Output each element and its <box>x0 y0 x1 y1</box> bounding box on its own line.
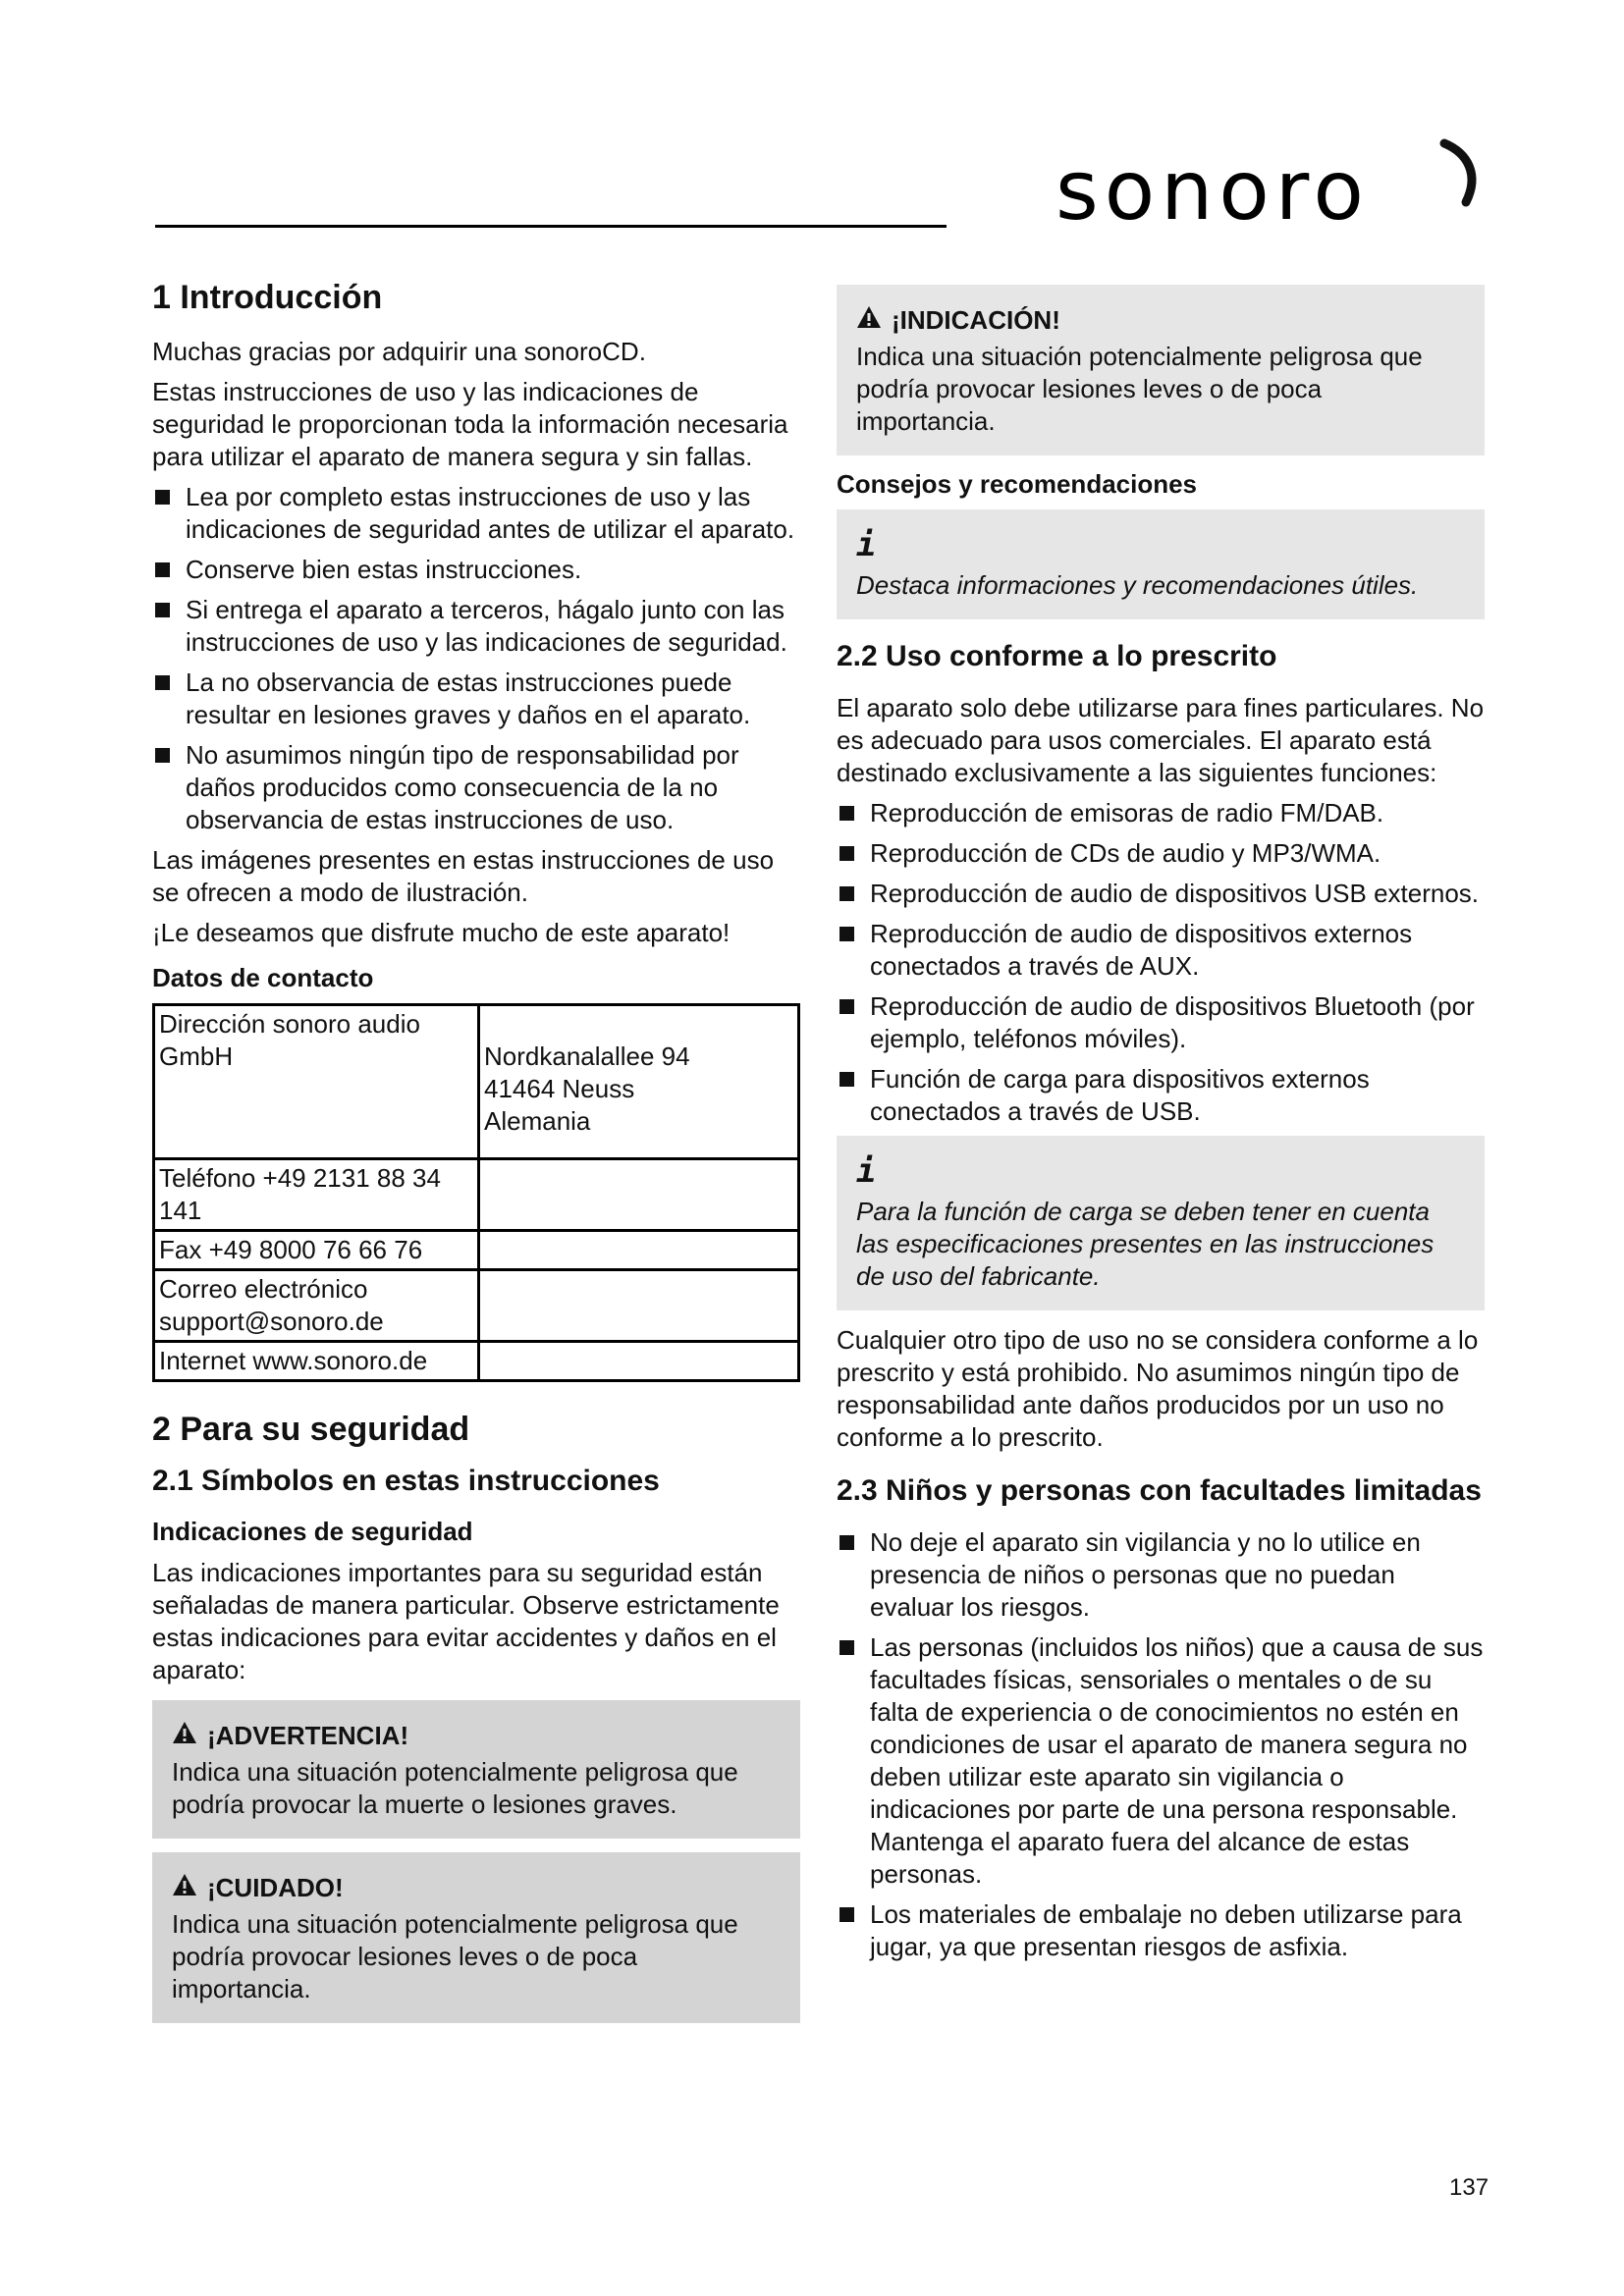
fax-cell: Fax +49 8000 76 66 76 <box>154 1230 479 1269</box>
misuse-text: Cualquier otro tipo de uso no se considera conforme a lo prescrito y está prohibido. No asumimos ningún tipo de responsabilidad ante daños producidos por un uso no conforme a lo prescrito. <box>837 1325 1479 1453</box>
list-item: La no observancia de estas instrucciones puede resultar en lesiones graves y daños en el aparato. <box>152 667 800 731</box>
intro-p3: Las imágenes presentes en estas instrucciones de uso se ofrecen a modo de ilustración. <box>152 844 775 907</box>
info-icon: i <box>856 1151 877 1192</box>
list-item: Reproducción de audio de dispositivos Bluetooth (por ejemplo, teléfonos móviles). <box>837 990 1485 1055</box>
intro-bullets <box>152 481 800 836</box>
list-item: Conserve bien estas instrucciones. <box>152 554 800 586</box>
tips-text: Destaca informaciones y recomendaciones útiles. <box>856 570 1419 601</box>
charge-info-box <box>837 1136 1485 1310</box>
list-item: Reproducción de audio de dispositivos externos conectados a través de AUX. <box>837 918 1485 983</box>
caution-title: ¡CUIDADO! <box>207 1872 344 1902</box>
header-rule <box>155 225 947 228</box>
left-column <box>152 278 800 2037</box>
phone-cell: Teléfono +49 2131 88 34 141 <box>154 1158 479 1230</box>
caution-text: Indica una situación potencialmente peligrosa que podría provocar lesiones leves o de poca importancia. <box>172 1908 738 2003</box>
list-item: Reproducción de audio de dispositivos USB externos. <box>837 878 1485 910</box>
children-bullets <box>837 1526 1485 1963</box>
info-icon: i <box>856 525 877 565</box>
contact-heading: Datos de contacto <box>152 962 374 992</box>
list-item: No asumimos ningún tipo de responsabilidad por daños producidos como consecuencia de la no observancia de estas instrucciones de uso. <box>152 739 800 836</box>
list-item: Las personas (incluidos los niños) que a causa de sus facultades físicas, sensoriales o mentales o de su falta de experiencia o de conocimientos no estén en condiciones de usar el aparato de manera segura no deben utilizar este aparato sin vigilancia o indicaciones por parte de una persona responsable. Mantenga el aparato fuera del alcance de estas personas. <box>837 1631 1485 1891</box>
email-cell[interactable]: Correo electrónico support@sonoro.de <box>154 1269 479 1341</box>
notice-box <box>837 285 1485 455</box>
tips-heading: Consejos y recomendaciones <box>837 469 1198 499</box>
list-item: Si entrega el aparato a terceros, hágalo junto con las instrucciones de uso y las indicaciones de seguridad. <box>152 594 800 659</box>
symbols-heading: 2.1 Símbolos en estas instrucciones <box>152 1464 660 1497</box>
notice-title: ¡INDICACIÓN! <box>892 305 1060 335</box>
internet-cell[interactable]: Internet www.sonoro.de <box>154 1341 479 1380</box>
page-number: 137 <box>1449 2174 1489 2201</box>
notice-text: Indica una situación potencialmente peligrosa que podría provocar lesiones leves o de poca importancia. <box>856 342 1423 436</box>
charge-info-text: Para la función de carga se deben tener en cuenta las especificaciones presentes en las instrucciones de uso del fabricante. <box>856 1197 1435 1292</box>
warning-text: Indica una situación potencialmente peligrosa que podría provocar la muerte o lesiones graves. <box>172 1756 738 1819</box>
table-row <box>154 1341 799 1380</box>
warning-title: ¡ADVERTENCIA! <box>207 1720 409 1750</box>
safety-heading: 2 Para su seguridad <box>152 1410 470 1448</box>
table-row <box>154 1230 799 1269</box>
table-row <box>154 1158 799 1230</box>
list-item: Los materiales de embalaje no deben utilizarse para jugar, ya que presentan riesgos de asfixia. <box>837 1898 1485 1963</box>
intro-p2: Estas instrucciones de uso y las indicaciones de seguridad le proporcionan toda la información necesaria para utilizar el aparato de manera segura y sin fallas. <box>152 376 788 471</box>
warning-triangle-icon <box>172 1872 197 1904</box>
warning-triangle-icon <box>172 1720 197 1752</box>
intro-heading: 1 Introducción <box>152 279 383 316</box>
list-item: No deje el aparato sin vigilancia y no lo utilice en presencia de niños o personas que no puedan evaluar los riesgos. <box>837 1526 1485 1624</box>
table-row <box>154 1004 799 1158</box>
use-text: El aparato solo debe utilizarse para fines particulares. No es adecuado para usos comerciales. El aparato está destinado exclusivamente a las siguientes funciones: <box>837 693 1485 788</box>
use-heading: 2.2 Uso conforme a lo prescrito <box>837 640 1277 673</box>
use-bullets <box>837 797 1485 1128</box>
warning-box <box>152 1700 800 1839</box>
logo-text: sonoro <box>1056 142 1370 234</box>
warning-triangle-icon <box>856 304 882 337</box>
indications-heading: Indicaciones de seguridad <box>152 1516 473 1546</box>
contact-table <box>152 1003 800 1382</box>
list-item: Lea por completo estas instrucciones de uso y las indicaciones de seguridad antes de utilizar el aparato. <box>152 481 800 546</box>
tips-box <box>837 509 1485 619</box>
intro-p4: ¡Le deseamos que disfrute mucho de este aparato! <box>152 917 731 947</box>
right-column <box>837 285 1485 1971</box>
indications-text: Las indicaciones importantes para su seguridad están señaladas de manera particular. Observe estrictamente estas indicaciones para evitar accidentes y daños en el aparato: <box>152 1557 780 1684</box>
caution-box <box>152 1852 800 2023</box>
children-heading: 2.3 Niños y personas con facultades limitadas <box>837 1474 1482 1508</box>
table-row <box>154 1269 799 1341</box>
address-lines-cell: Nordkanalallee 94 41464 Neuss Alemania <box>479 1004 799 1158</box>
sonoro-logo <box>1056 126 1488 234</box>
list-item: Reproducción de emisoras de radio FM/DAB. <box>837 797 1485 829</box>
list-item: Función de carga para dispositivos externos conectados a través de USB. <box>837 1063 1485 1128</box>
list-item: Reproducción de CDs de audio y MP3/WMA. <box>837 837 1485 870</box>
address-cell: Dirección sonoro audio GmbH <box>154 1004 479 1158</box>
intro-p1: Muchas gracias por adquirir una sonoroCD. <box>152 336 646 366</box>
